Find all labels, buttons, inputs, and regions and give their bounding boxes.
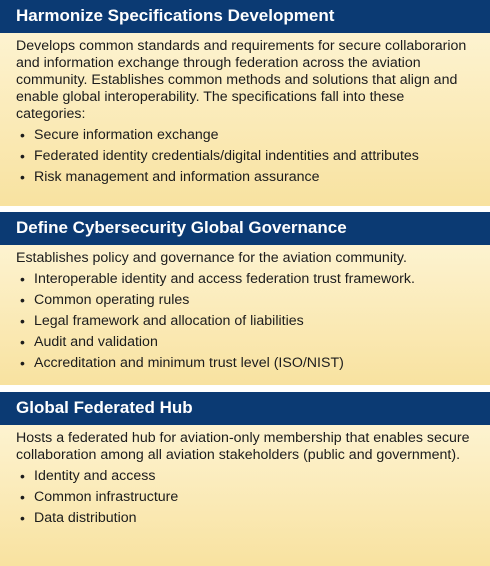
list-item-text: Common operating rules <box>34 292 190 308</box>
list-item-text: Data distribution <box>34 510 137 526</box>
list-item-text: Federated identity credentials/digital indentities and attributes <box>34 148 419 164</box>
bullet-icon: • <box>20 489 25 505</box>
bullet-list <box>16 125 476 188</box>
list-item <box>16 269 476 290</box>
section-divider <box>0 385 490 392</box>
section-title: Harmonize Specifications Development <box>0 0 490 33</box>
section-body <box>0 425 490 566</box>
bullet-icon: • <box>20 468 25 484</box>
list-item-text: Audit and validation <box>34 334 158 350</box>
section-harmonize-specifications <box>0 0 490 206</box>
bullet-icon: • <box>20 169 25 185</box>
bullet-icon: • <box>20 334 25 350</box>
list-item <box>16 332 476 353</box>
bullet-icon: • <box>20 510 25 526</box>
bullet-icon: • <box>20 148 25 164</box>
section-title: Global Federated Hub <box>0 392 490 425</box>
list-item-text: Secure information exchange <box>34 127 219 143</box>
list-item-text: Common infrastructure <box>34 489 179 505</box>
list-item <box>16 290 476 311</box>
list-item <box>16 466 476 487</box>
bullet-icon: • <box>20 292 25 308</box>
list-item-text: Legal framework and allocation of liabilities <box>34 313 304 329</box>
list-item <box>16 125 476 146</box>
bullet-icon: • <box>20 355 25 371</box>
list-item <box>16 167 476 188</box>
section-description: Establishes policy and governance for the aviation community. <box>16 250 407 266</box>
section-description: Develops common standards and requirements for secure collaborarion and information exchange through federation across the aviation community. Establishes common methods and solutions that align and enable global interoperability. The specifications fall into these categories: <box>16 38 467 122</box>
list-item <box>16 311 476 332</box>
list-item <box>16 353 476 374</box>
section-cybersecurity-governance <box>0 212 490 385</box>
bullet-list <box>16 466 476 529</box>
bullet-icon: • <box>20 313 25 329</box>
bullet-icon: • <box>20 271 25 287</box>
list-item-text: Risk management and information assurance <box>34 169 320 185</box>
bullet-list <box>16 269 476 374</box>
section-global-federated-hub <box>0 392 490 566</box>
list-item-text: Identity and access <box>34 468 156 484</box>
list-item <box>16 487 476 508</box>
list-item <box>16 508 476 529</box>
section-description: Hosts a federated hub for aviation-only membership that enables secure collaboration among all aviation stakeholders (public and government). <box>16 430 470 463</box>
section-body <box>0 33 490 206</box>
list-item-text: Interoperable identity and access federation trust framework. <box>34 271 415 287</box>
list-item-text: Accreditation and minimum trust level (ISO/NIST) <box>34 355 344 371</box>
section-body <box>0 245 490 385</box>
section-title: Define Cybersecurity Global Governance <box>0 212 490 245</box>
bullet-icon: • <box>20 127 25 143</box>
list-item <box>16 146 476 167</box>
